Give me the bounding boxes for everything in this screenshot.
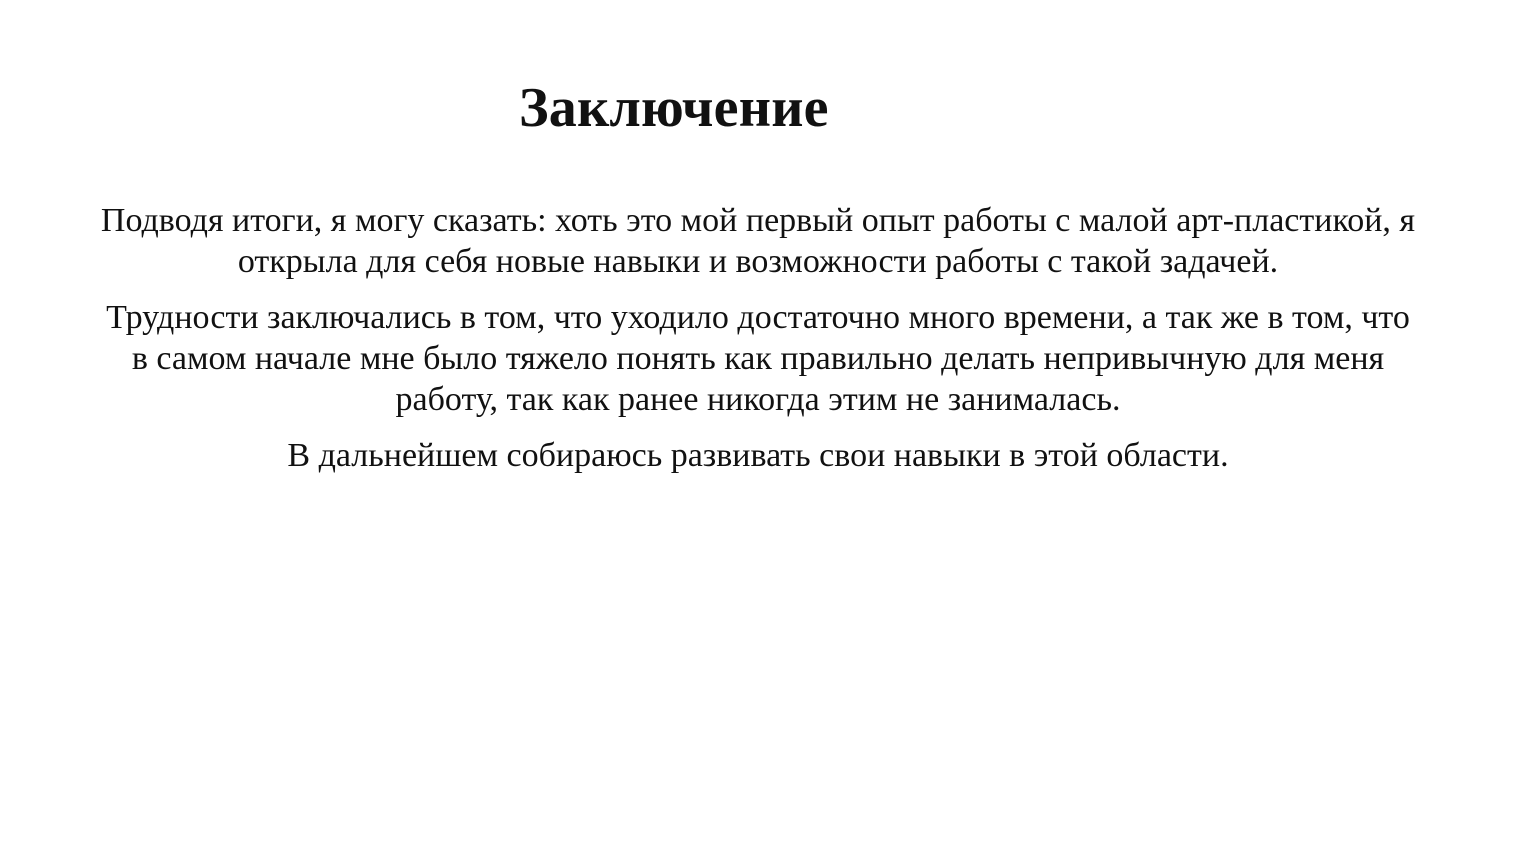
paragraph-difficulties: Трудности заключались в том, что уходило достаточно много времени, а так же в том, что в самом начале мне было тяжело понять как правильно делать непривычную для меня работу, так как ранее никогда этим не занималась. xyxy=(106,299,1410,418)
slide-body xyxy=(100,200,1416,476)
paragraph-summary: Подводя итоги, я могу сказать: хоть это мой первый опыт работы с малой арт-пластикой, я открыла для себя новые навыки и возможности работы с такой задачей. xyxy=(100,202,1416,280)
slide-title: Заключение xyxy=(519,77,829,139)
paragraph-future-plans: В дальнейшем собираюсь развивать свои навыки в этой области. xyxy=(287,437,1229,474)
